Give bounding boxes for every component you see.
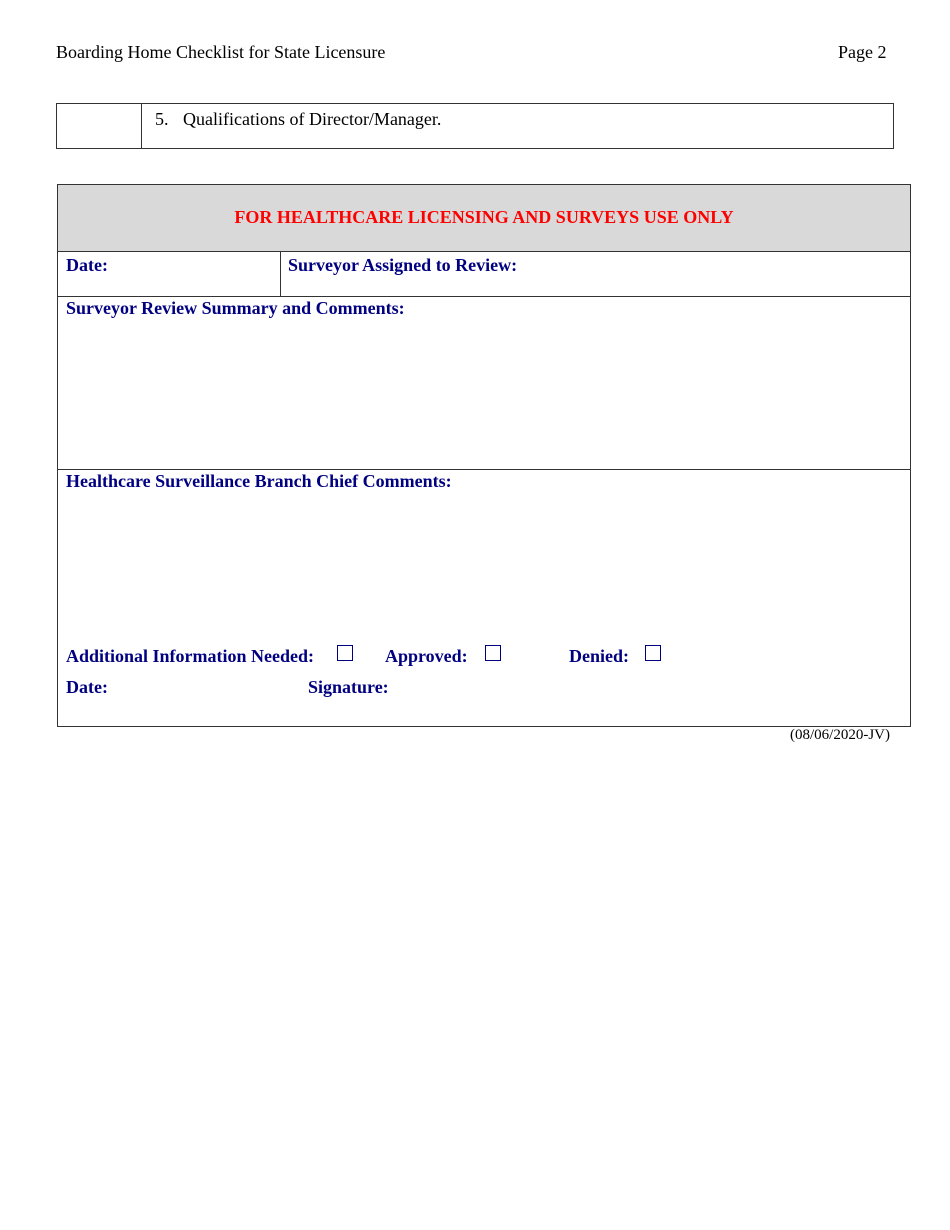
form-revision-code: (08/06/2020-JV) [790,727,890,743]
surveyor-field-label[interactable]: Surveyor Assigned to Review: [288,255,518,275]
page-number: Page 2 [838,42,887,62]
denied-checkbox[interactable] [645,645,661,661]
office-use-header [58,185,910,252]
office-use-section [57,184,911,727]
checklist-item-number: 5. [155,109,169,129]
document-title: Boarding Home Checklist for State Licensure [56,42,386,62]
checklist-item-check-cell[interactable] [57,104,142,148]
additional-info-checkbox[interactable] [337,645,353,661]
checklist-item-row [56,103,894,149]
checklist-item-text: Qualifications of Director/Manager. [183,109,442,129]
section-divider [58,296,910,297]
decision-date-label[interactable]: Date: [66,677,108,697]
denied-label: Denied: [569,646,629,666]
branch-chief-comments-label: Healthcare Surveillance Branch Chief Comments: [66,471,452,491]
surveyor-summary-area[interactable] [58,320,910,468]
signature-label[interactable]: Signature: [308,677,389,697]
section-divider [58,469,910,470]
date-field-label[interactable]: Date: [66,255,108,275]
row-divider [280,252,281,296]
additional-info-label: Additional Information Needed: [66,646,315,666]
branch-chief-comments-area[interactable] [58,493,910,633]
approved-label: Approved: [385,646,468,666]
office-use-heading: FOR HEALTHCARE LICENSING AND SURVEYS USE ONLY [234,207,734,227]
surveyor-summary-label: Surveyor Review Summary and Comments: [66,298,405,318]
approved-checkbox[interactable] [485,645,501,661]
